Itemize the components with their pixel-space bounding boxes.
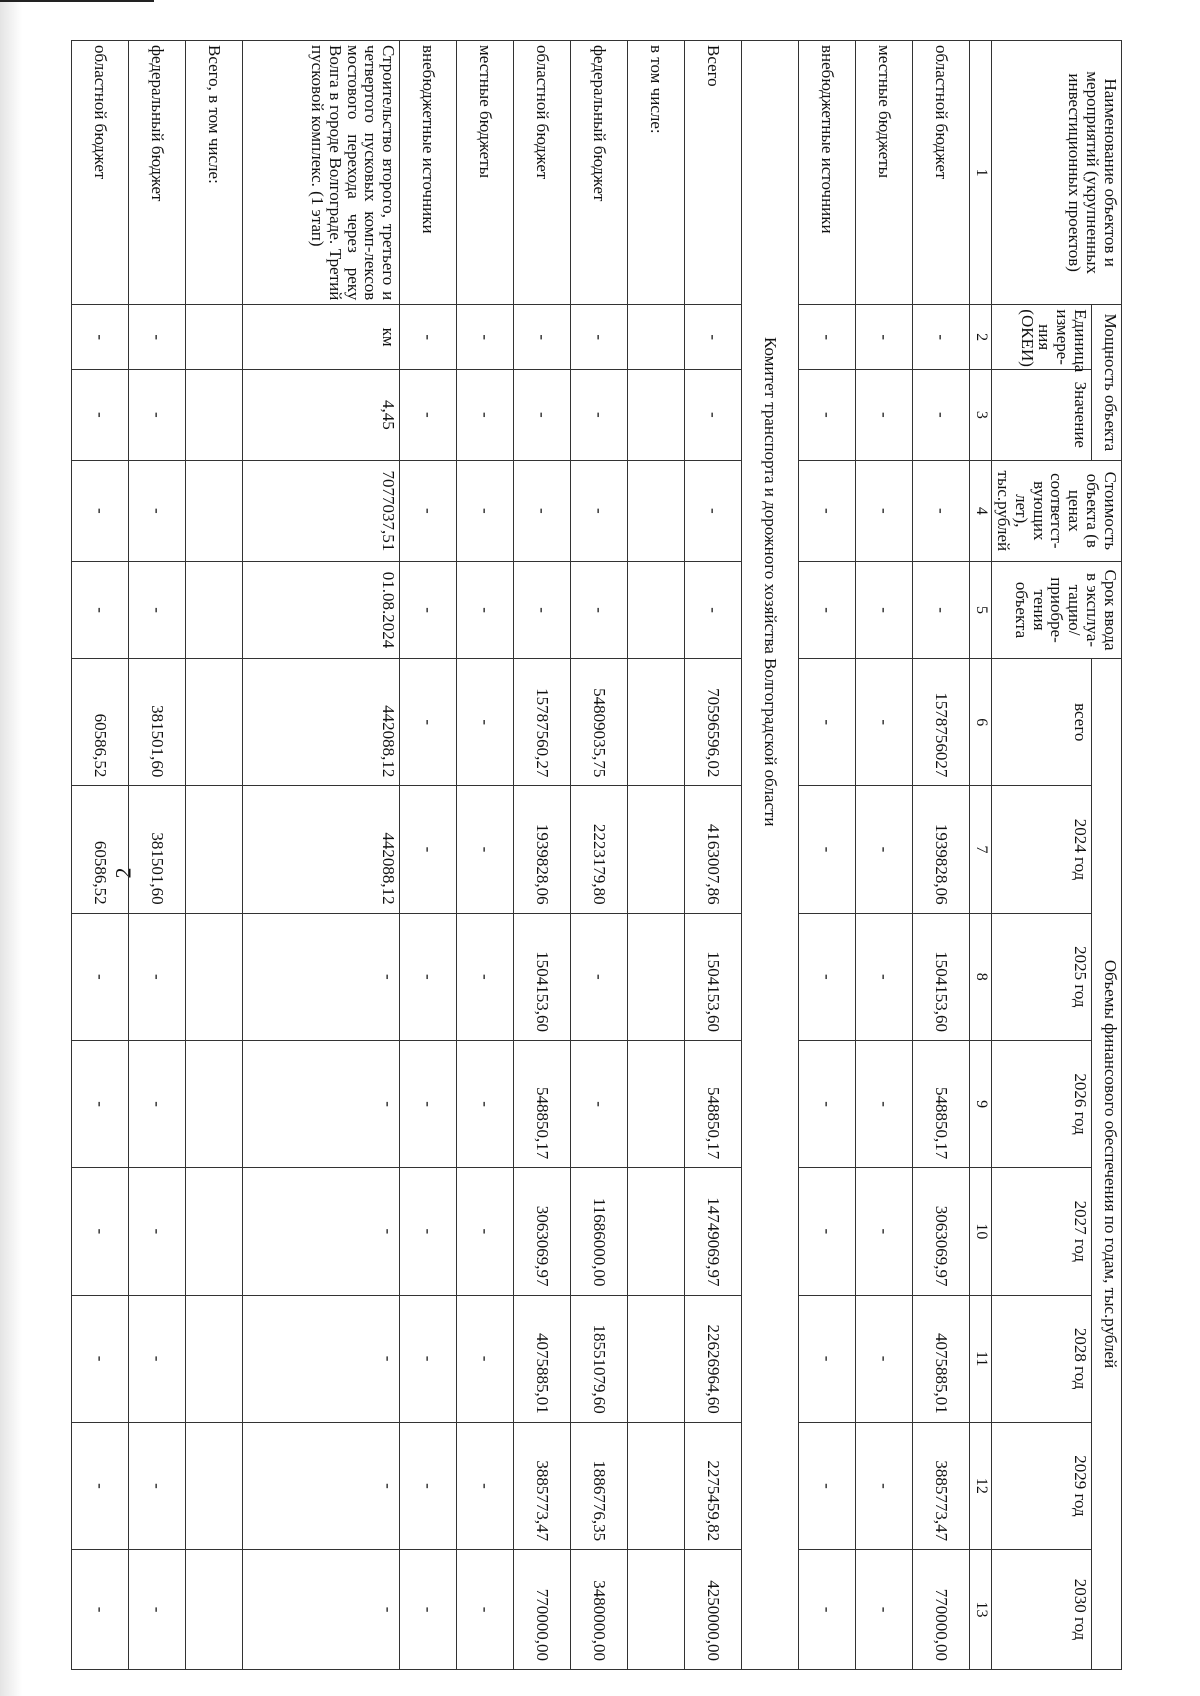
row-name: местные бюджеты	[457, 41, 514, 305]
row-year-value	[186, 1422, 243, 1549]
row-year-value	[628, 913, 685, 1040]
row-total: 15787560,27	[514, 659, 571, 786]
row-year-value: -	[243, 913, 400, 1040]
row-cost	[628, 460, 685, 561]
section-row	[742, 41, 799, 1670]
row-year-value: -	[856, 913, 913, 1040]
row-year-value: -	[72, 913, 129, 1040]
row-cost: -	[799, 460, 856, 561]
row-total: -	[799, 659, 856, 786]
row-year-value	[628, 1550, 685, 1670]
header-2030: 2030 год	[992, 1550, 1092, 1670]
row-year-value: -	[457, 913, 514, 1040]
row-name: внебюджетные источники	[400, 41, 457, 305]
row-year-value: -	[571, 1040, 628, 1167]
row-term: -	[571, 562, 628, 659]
row-year-value: -	[799, 786, 856, 913]
row-term: 01.08.2024	[243, 562, 400, 659]
row-year-value: 18551079,60	[571, 1295, 628, 1422]
row-year-value: 60586,52	[72, 786, 129, 913]
row-name: федеральный бюджет	[571, 41, 628, 305]
row-year-value: 1886776,35	[571, 1422, 628, 1549]
table-row	[799, 41, 856, 1670]
row-name: областной бюджет	[514, 41, 571, 305]
row-year-value: -	[457, 786, 514, 913]
header-power: Мощность объекта	[1092, 305, 1122, 460]
column-number: 10	[970, 1168, 992, 1295]
table-row	[685, 41, 742, 1670]
page-number: 2	[110, 867, 136, 879]
row-year-value: -	[457, 1295, 514, 1422]
row-year-value: 22626964,60	[685, 1295, 742, 1422]
row-year-value: 4075885,01	[913, 1295, 970, 1422]
row-name: федеральный бюджет	[129, 41, 186, 305]
row-year-value: -	[243, 1168, 400, 1295]
row-year-value: -	[129, 1040, 186, 1167]
row-year-value: -	[799, 1040, 856, 1167]
row-value	[186, 370, 243, 461]
row-year-value: 4163007,86	[685, 786, 742, 913]
row-year-value: -	[129, 1422, 186, 1549]
section-title: Комитет транспорта и дорожного хозяйства Волгоградской области	[742, 41, 799, 1670]
row-value	[628, 370, 685, 461]
funding-table	[71, 40, 1122, 1670]
header-2024: 2024 год	[992, 786, 1092, 913]
row-year-value: -	[72, 1295, 129, 1422]
row-year-value: 3480000,00	[571, 1550, 628, 1670]
row-term: -	[856, 562, 913, 659]
table-row	[571, 41, 628, 1670]
row-year-value: 548850,17	[514, 1040, 571, 1167]
row-year-value: -	[243, 1422, 400, 1549]
row-total	[186, 659, 243, 786]
row-cost: -	[856, 460, 913, 561]
row-term: -	[514, 562, 571, 659]
column-number: 2	[970, 305, 992, 370]
row-total: 54809035,75	[571, 659, 628, 786]
row-year-value: -	[129, 1550, 186, 1670]
table-row	[243, 41, 400, 1670]
row-cost: 7077037,51	[243, 460, 400, 561]
column-number-row	[970, 41, 992, 1670]
row-total: -	[457, 659, 514, 786]
header-funding: Объемы финансового обеспечения по годам, тыс.рублей	[1092, 659, 1122, 1670]
row-year-value: -	[400, 913, 457, 1040]
row-year-value: 3063069,97	[514, 1168, 571, 1295]
row-unit: -	[72, 305, 129, 370]
row-year-value: 4250000,00	[685, 1550, 742, 1670]
header-2027: 2027 год	[992, 1168, 1092, 1295]
row-term: -	[400, 562, 457, 659]
row-name: областной бюджет	[913, 41, 970, 305]
row-year-value: 3885773,47	[514, 1422, 571, 1549]
row-year-value: 548850,17	[913, 1040, 970, 1167]
row-year-value: -	[856, 786, 913, 913]
row-cost	[186, 460, 243, 561]
row-year-value	[628, 1422, 685, 1549]
row-year-value: -	[856, 1422, 913, 1549]
table-row	[856, 41, 913, 1670]
row-value: -	[685, 370, 742, 461]
header-total: всего	[992, 659, 1092, 786]
row-year-value: -	[400, 1040, 457, 1167]
row-cost: -	[571, 460, 628, 561]
row-unit	[186, 305, 243, 370]
row-year-value: -	[72, 1550, 129, 1670]
row-value: -	[457, 370, 514, 461]
row-name: Всего	[685, 41, 742, 305]
row-term: -	[129, 562, 186, 659]
row-year-value: -	[243, 1550, 400, 1670]
header-cost: Стоимость объекта (в ценах соответст-вующих лет), тыс.рублей	[992, 460, 1122, 561]
row-year-value: -	[457, 1168, 514, 1295]
header-2028: 2028 год	[992, 1295, 1092, 1422]
row-year-value: -	[856, 1550, 913, 1670]
table-row	[400, 41, 457, 1670]
table-row	[72, 41, 129, 1670]
row-year-value: -	[243, 1295, 400, 1422]
row-year-value	[628, 1295, 685, 1422]
row-year-value: -	[457, 1422, 514, 1549]
header-name: Наименование объектов и мероприятий (укрупненных инвестиционных проектов)	[992, 41, 1122, 305]
row-year-value: -	[799, 1295, 856, 1422]
row-year-value: -	[856, 1295, 913, 1422]
row-term: -	[685, 562, 742, 659]
scan-edge-line	[0, 0, 154, 8]
row-value: -	[400, 370, 457, 461]
row-name: Всего, в том числе:	[186, 41, 243, 305]
row-unit	[628, 305, 685, 370]
row-year-value: -	[571, 913, 628, 1040]
column-number: 3	[970, 370, 992, 461]
row-year-value: 770000,00	[913, 1550, 970, 1670]
row-year-value	[186, 1295, 243, 1422]
row-year-value: -	[400, 1422, 457, 1549]
row-year-value: -	[856, 1168, 913, 1295]
row-year-value: -	[799, 1168, 856, 1295]
row-year-value: -	[799, 1422, 856, 1549]
row-year-value: -	[129, 913, 186, 1040]
row-value: -	[856, 370, 913, 461]
row-year-value: -	[457, 1040, 514, 1167]
table-row	[514, 41, 571, 1670]
header-value: Значение	[992, 370, 1092, 461]
row-year-value: 548850,17	[685, 1040, 742, 1167]
table-body	[72, 41, 970, 1670]
row-value: -	[514, 370, 571, 461]
row-year-value: -	[400, 1550, 457, 1670]
row-term: -	[799, 562, 856, 659]
row-value: 4,45	[243, 370, 400, 461]
row-year-value: -	[799, 913, 856, 1040]
row-total: -	[400, 659, 457, 786]
row-year-value	[186, 786, 243, 913]
table-row	[913, 41, 970, 1670]
row-year-value	[186, 1040, 243, 1167]
row-cost: -	[514, 460, 571, 561]
row-year-value: -	[400, 1295, 457, 1422]
row-cost: -	[685, 460, 742, 561]
row-year-value: -	[243, 1040, 400, 1167]
row-unit: -	[685, 305, 742, 370]
row-value: -	[129, 370, 186, 461]
row-name: Строительство второго, третьего и четвертого пусковых комп-лексов мостового перехода через реку Волга в городе Волгограде. Третий пусковой комплекс. (1 этап)	[243, 41, 400, 305]
row-year-value: -	[457, 1550, 514, 1670]
row-unit: -	[457, 305, 514, 370]
table-row	[457, 41, 514, 1670]
row-total: -	[856, 659, 913, 786]
column-number: 4	[970, 460, 992, 561]
table-row	[129, 41, 186, 1670]
row-year-value: -	[400, 1168, 457, 1295]
row-year-value: -	[72, 1040, 129, 1167]
row-name: местные бюджеты	[856, 41, 913, 305]
row-year-value: -	[72, 1422, 129, 1549]
row-term: -	[72, 562, 129, 659]
row-year-value: -	[400, 786, 457, 913]
row-total	[628, 659, 685, 786]
column-number: 11	[970, 1295, 992, 1422]
row-total: 381501,60	[129, 659, 186, 786]
row-total: 70596596,02	[685, 659, 742, 786]
row-year-value	[628, 1168, 685, 1295]
row-year-value: -	[799, 1550, 856, 1670]
column-number: 9	[970, 1040, 992, 1167]
rotated-page-content	[91, 40, 1122, 1670]
row-year-value	[186, 1550, 243, 1670]
row-year-value: 2223179,80	[571, 786, 628, 913]
scan-shadow	[0, 0, 22, 1696]
row-year-value: 1939828,06	[913, 786, 970, 913]
column-number: 7	[970, 786, 992, 913]
row-year-value: 2275459,82	[685, 1422, 742, 1549]
row-name: внебюджетные источники	[799, 41, 856, 305]
row-unit: -	[913, 305, 970, 370]
column-number: 1	[970, 41, 992, 305]
row-term: -	[913, 562, 970, 659]
column-number: 8	[970, 913, 992, 1040]
row-value: -	[913, 370, 970, 461]
row-year-value: -	[72, 1168, 129, 1295]
row-unit: -	[799, 305, 856, 370]
header-term: Срок ввода в эксплуа-тацию/ приобре-тения объекта	[992, 562, 1122, 659]
row-unit: км	[243, 305, 400, 370]
row-year-value: 442088,12	[243, 786, 400, 913]
row-year-value: 1504153,60	[514, 913, 571, 1040]
row-year-value	[628, 1040, 685, 1167]
row-year-value: 381501,60	[129, 786, 186, 913]
row-value: -	[571, 370, 628, 461]
row-year-value: -	[129, 1168, 186, 1295]
row-value: -	[799, 370, 856, 461]
header-2029: 2029 год	[992, 1422, 1092, 1549]
column-number: 12	[970, 1422, 992, 1549]
row-year-value: -	[129, 1295, 186, 1422]
row-year-value: 3063069,97	[913, 1168, 970, 1295]
row-year-value	[186, 913, 243, 1040]
row-year-value: 1939828,06	[514, 786, 571, 913]
row-name: областной бюджет	[72, 41, 129, 305]
header-2026: 2026 год	[992, 1040, 1092, 1167]
row-year-value: 1504153,60	[685, 913, 742, 1040]
column-number: 5	[970, 562, 992, 659]
row-term	[186, 562, 243, 659]
row-year-value: 11686000,00	[571, 1168, 628, 1295]
row-unit: -	[400, 305, 457, 370]
header-2025: 2025 год	[992, 913, 1092, 1040]
row-year-value	[628, 786, 685, 913]
row-year-value: 1504153,60	[913, 913, 970, 1040]
row-cost: -	[400, 460, 457, 561]
row-term: -	[457, 562, 514, 659]
row-year-value: 4075885,01	[514, 1295, 571, 1422]
table-row	[186, 41, 243, 1670]
row-total: 442088,12	[243, 659, 400, 786]
row-cost: -	[72, 460, 129, 561]
row-cost: -	[457, 460, 514, 561]
row-unit: -	[571, 305, 628, 370]
row-unit: -	[514, 305, 571, 370]
row-term	[628, 562, 685, 659]
row-unit: -	[129, 305, 186, 370]
row-cost: -	[129, 460, 186, 561]
column-number: 13	[970, 1550, 992, 1670]
row-total: 1578756027	[913, 659, 970, 786]
row-year-value: 770000,00	[514, 1550, 571, 1670]
row-name: в том числе:	[628, 41, 685, 305]
header-unit: Единица измере-ния (ОКЕИ)	[992, 305, 1092, 370]
row-year-value: 3885773,47	[913, 1422, 970, 1549]
row-year-value	[186, 1168, 243, 1295]
column-number: 6	[970, 659, 992, 786]
row-unit: -	[856, 305, 913, 370]
row-cost: -	[913, 460, 970, 561]
row-year-value: -	[856, 1040, 913, 1167]
row-total: 60586,52	[72, 659, 129, 786]
row-year-value: 14749069,97	[685, 1168, 742, 1295]
row-value: -	[72, 370, 129, 461]
table-row	[628, 41, 685, 1670]
